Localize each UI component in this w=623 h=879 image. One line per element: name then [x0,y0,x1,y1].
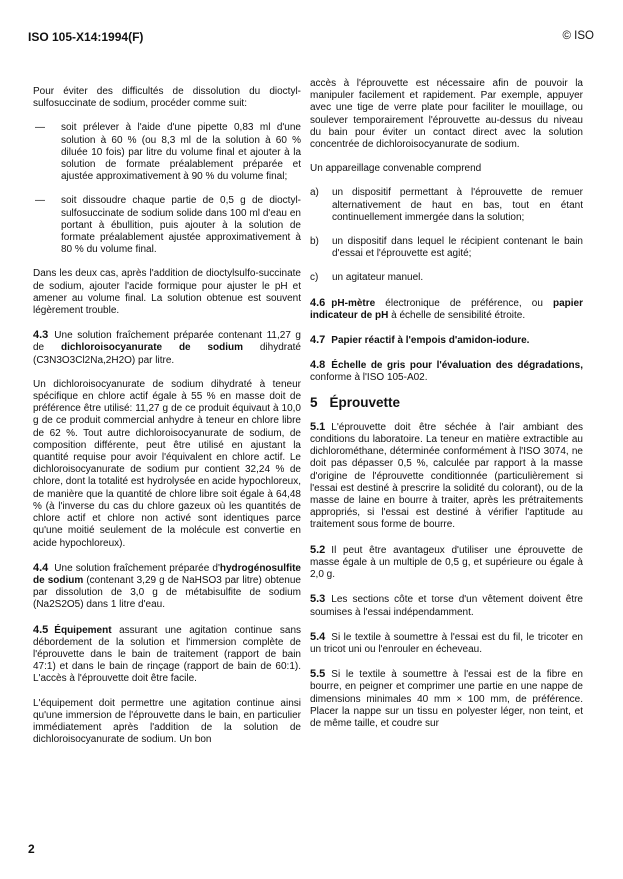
copyright-mark: © ISO [562,30,594,42]
section-heading: 5 Éprouvette [310,394,401,410]
clause-5-2: 5.2 Il peut être avantageux d'utiliser une éprouvette de masse égale à un multiple de 0,5 g, et supérieure ou égale à 2,0 g. [310,543,583,581]
clause-5-1: 5.1 L'éprouvette doit être séchée à l'air ambiant des conditions du laboratoire. La teneur en matière extractible au dichlorométhane, déterminée conformément à l'ISO 3074, ne doit pas dépasser 0,5 %, calculée par rapport à la masse d'origine de l'éprouvette conditionnée (particulièrement si l'essai est destiné à prescrire la solidité du colorant), ou de la masse de laine en bourre à traiter, après les prétraitements appropriés, si l'essai est destiné à vérifier l'aptitude au traitement sous forme de bourre. [310,420,583,531]
dash-item: — soit dissoudre chaque partie de 0,5 g de dioctyl-sulfosuccinate de sodium solide dans 100 ml d'eau en portant à ébullition, puis ajouter à la solution de formate préalablement ajustée approximativement à 80 % du volume final. [35,195,301,256]
clause-4-3-detail: Un dichloroisocyanurate de sodium dihydraté à teneur spécifique en chlore actif égale à 55 % en masse doit de préférence être utilisé: 11,27 g de ce produit équivaut à 10,0 g de ce produit commercial anhydre à teneur en chlore libre de 62 %. Tout autre dichloroisocyanurate de sodium, de composition différente, peut être utilisé en ajustant la quantité requise pour avoir l'équivalent en chlore actif. Le dichloroisocyanurate de sodium pur contient 32,24 % de chlore, dont la totalité est hydrolysée en acide hypochloreux, de manière que la quantité de chlore libre soit égale à 64,48 % (à l'inverse du cas du chlore gazeux où les quantités de chlore actif et chlore non activé sont identiques parce qu'une moitié seulement de la molécule est convertie en acide hypochloreux). [33,378,301,549]
clause-5-5: 5.5 Si le textile à soumettre à l'essai est de la fibre en bourre, en peigner et comprimer une partie en une nappe de dimensions minimales 40 mm × 100 mm, de préférence. Placer la nappe sur un tissu en polyester léger, non teint, et de même taille, et coudre sur [310,668,583,729]
clause-5-4: 5.4 Si le textile à soumettre à l'essai est du fil, le tricoter en un tricot uni ou l'enrouler en écheveau. [310,630,583,655]
page-number: 2 [28,842,35,856]
apparatus-intro: Un appareillage convenable comprend [310,163,482,175]
dash-item: — soit prélever à l'aide d'une pipette 0,83 ml d'une solution à 60 % (ou 8,3 ml de la solution à 60 % diluée 10 fois) par litre du volume final et ajouter à la solution de formate préalablement préparée et ajustée approximativement à 90 % du volume final; [35,122,301,183]
list-item-c: c) un agitateur manuel. [310,272,424,284]
list-item-b: b) un dispositif dans lequel le récipient contenant le bain d'essai et l'éprouvette est agité; [310,236,583,260]
clause-4-5: 4.5 Équipement assurant une agitation continue sans débordement de la solution et l'immersion complète de l'éprouvette dans le bain de traitement (rapport de bain 47:1) et dans le bain de rinçage (rapport de bain de 60:1). L'accès à l'éprouvette doit être facile. [33,623,302,685]
right-column [310,78,583,742]
clause-4-8: 4.8 Échelle de gris pour l'évaluation des dégradations, conforme à l'ISO 105-A02. [310,359,583,384]
continuation-paragraph: accès à l'éprouvette est nécessaire afin de pouvoir la manipuler facilement et rapidement. Par exemple, appuyer avec une tige de verre plate pour faciliter le mouillage, ou soulever temporairement l'éprouvette au-dessus du niveau du bain pour éviter un contact direct avec la solution concentrée de dichloroisocyanurate de sodium. [310,78,583,151]
clause-5-3: 5.3 Les sections côte et torse d'un vêtement doivent être soumises à l'essai indépendamment. [310,593,583,618]
clause-4-3: 4.3 Une solution fraîchement préparée contenant 11,27 g de dichloroisocyanurate de sodium dihydraté (C3N3O3Cl2Na,2H2O) par litre. [33,329,301,366]
intro-paragraph: Pour éviter des difficultés de dissolution du dioctyl-sulfosuccinate de sodium, procéder comme suit: [33,86,301,110]
both-cases-paragraph: Dans les deux cas, après l'addition de dioctylsulfo-succinate de sodium, ajouter l'acide formique pour ajuster le pH et amener au volume final. La solution obtenue est souvent légèrement trouble. [33,268,301,317]
equipment-paragraph: L'équipement doit permettre une agitation continue ainsi qu'une immersion de l'éprouvette dans le bain, en particulier immédiatement après l'addition de la solution de dichloroisocyanurate de sodium. Un bon [33,697,301,746]
clause-4-4: 4.4 Une solution fraîchement préparée d'hydrogénosulfite de sodium (contenant 3,29 g de NaHSO3 par litre) obtenue par dissolution de 3,0 g de métabisulfite de sodium (Na2S2O5) dans 1 litre d'eau. [33,561,301,611]
left-column [33,86,301,758]
clause-4-6: 4.6 pH-mètre électronique de préférence, ou papier indicateur de pH à échelle de sensibilité étroite. [310,296,583,321]
document-id: ISO 105-X14:1994(F) [28,30,144,44]
clause-4-7: 4.7 Papier réactif à l'empois d'amidon-iodure. [310,334,530,347]
page-header [28,30,594,46]
list-item-a: a) un dispositif permettant à l'éprouvette de remuer alternativement de haut en bas, tout en étant continuellement immergée dans la solution; [310,187,583,223]
